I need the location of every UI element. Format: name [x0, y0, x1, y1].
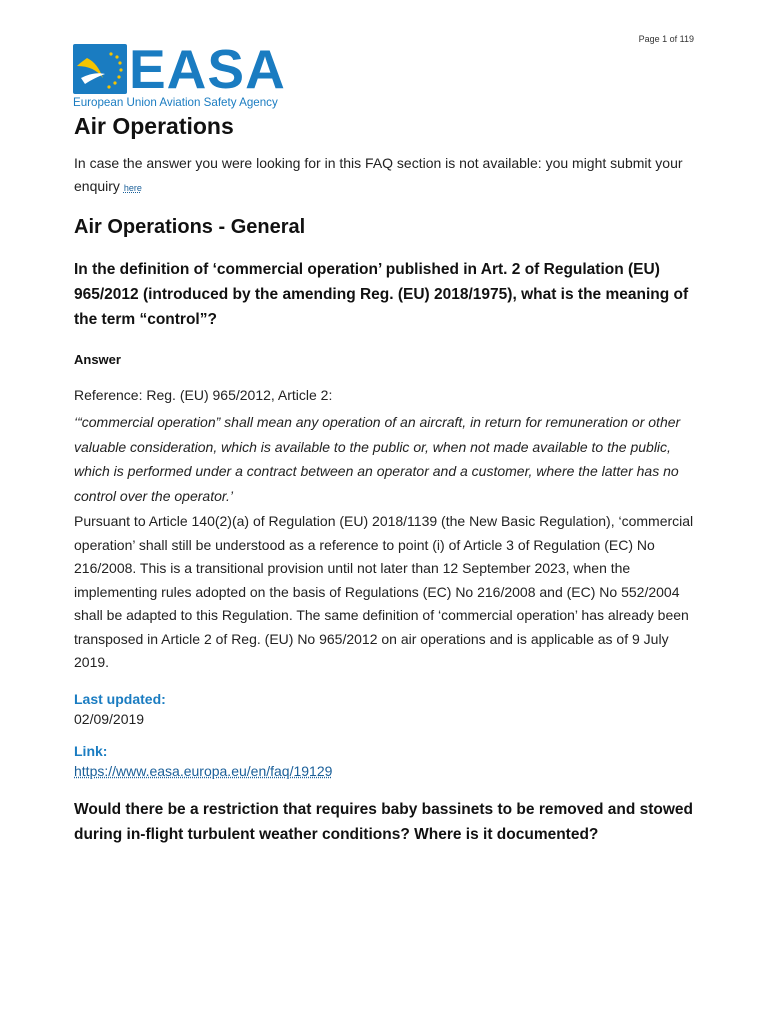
logo-wordmark: EASA	[129, 38, 286, 100]
last-updated-label: Last updated:	[74, 690, 166, 707]
intro-text: In case the answer you were looking for in this FAQ section is not available: you might submit your enquiry	[74, 155, 683, 194]
main-content	[74, 110, 696, 847]
link-label: Link:	[74, 742, 108, 759]
logo-subtitle: European Union Aviation Safety Agency	[73, 96, 278, 109]
easa-bird-emblem-icon	[73, 44, 127, 94]
submit-enquiry-link[interactable]: here	[123, 183, 142, 193]
section-title: Air Operations - General	[74, 216, 306, 238]
answer-label: Answer	[74, 352, 121, 367]
easa-logo	[73, 38, 286, 109]
intro-paragraph	[74, 152, 696, 200]
last-updated-value: 02/09/2019	[74, 710, 145, 727]
faq-question: In the definition of ‘commercial operation’ published in Art. 2 of Regulation (EU) 965/2012 (introduced by the amending Reg. (EU) 2018/1975), what is the meaning of the term “control”?	[74, 261, 689, 328]
faq-question-2: Would there be a restriction that requires baby bassinets to be removed and stowed during in-flight turbulent weather conditions? Where is it documented?	[74, 800, 693, 843]
answer-reference: Reference: Reg. (EU) 965/2012, Article 2:	[74, 387, 333, 403]
page-number: Page 1 of 119	[638, 34, 694, 44]
page-title: Air Operations	[74, 113, 234, 139]
faq-url-link[interactable]: https://www.easa.europa.eu/en/faq/19129	[74, 762, 333, 779]
answer-quote: ‘“commercial operation” shall mean any operation of an aircraft, in return for remuneration or other valuable consideration, which is available to the public or, when not made available to the public, which is performed under a contract between an operator and a customer, where the latter has no control over the operator.’	[74, 414, 681, 504]
answer-body: Pursuant to Article 140(2)(a) of Regulation (EU) 2018/1139 (the New Basic Regulation), ‘commercial operation’ shall still be understood as a reference to point (i) of Article 3 of Regulation (EC) No 216/2008. This is a transitional provision until not later than 12 September 2023, when the implementing rules adopted on the basis of Regulations (EC) No 216/2008 and (EC) No 552/2004 shall be adapted to this Regulation. The same definition of ‘commercial operation’ has already been transposed in Article 2 of Reg. (EU) No 965/2012 on air operations and is applicable as of 9 July 2019.	[74, 513, 694, 670]
